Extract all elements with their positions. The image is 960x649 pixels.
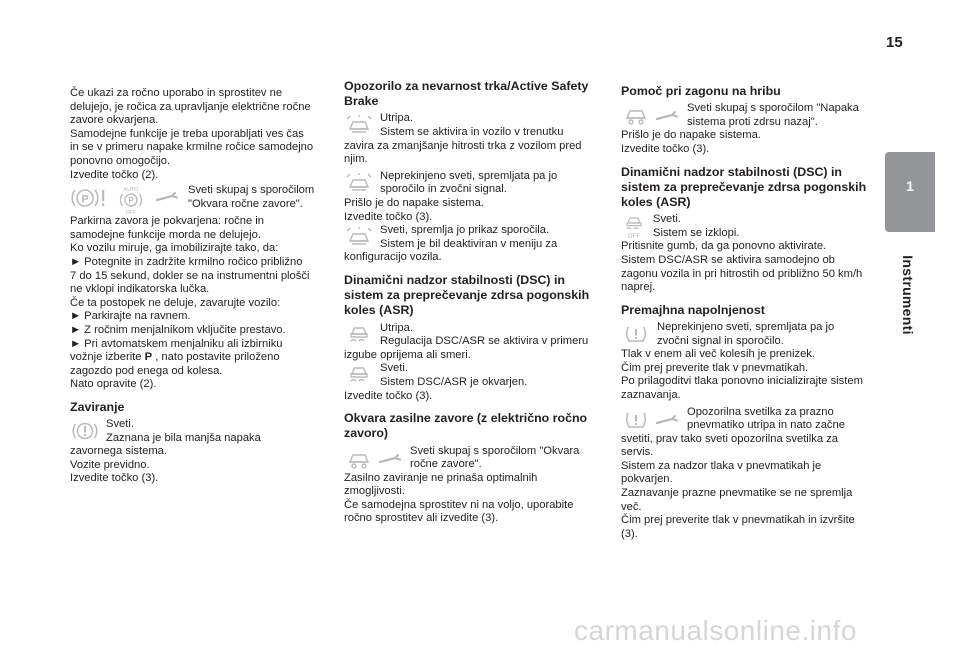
tpms-fault-row-text: Opozorilna svetilka za prazno pnevmatiko utripa in nato začne <box>687 405 845 432</box>
gear-p-label: P <box>144 351 153 364</box>
chapter-tab[interactable] <box>885 152 935 232</box>
dsc-text-4: izgube oprijema ali smeri. <box>344 348 471 361</box>
body-tail-text: , nato postavite priloženo zagozdo pod enega od kolesa. Nato opravite (2). <box>70 351 280 391</box>
emergency-brake-heading: Okvara zasilne zavore (z električno ročno zavoro) <box>344 411 588 441</box>
auto-label: AUTO <box>123 187 139 194</box>
dsc-off-text: Pritisnite gumb, da ga ponovno aktivirate. Sistem DSC/ASR se aktivira samodejno ob zagonu vozila in pri hitrostih od približno 50 km/h naprej. <box>621 240 863 294</box>
dsc-row-flashing <box>344 322 603 349</box>
auto-parking-brake-off-icon <box>116 185 146 215</box>
dsc-off-heading: Dinamični nadzor stabilnosti (DSC) in sistem za preprečevanje zdrsa pogonskih koles (ASR) <box>621 164 867 209</box>
tpms-fault-row <box>621 406 876 433</box>
parking-brake-fault-icon <box>70 185 110 211</box>
underinflation-row <box>621 321 876 348</box>
hill-start-heading: Pomoč pri zagonu na hribu <box>621 84 781 98</box>
dsc-off-row <box>621 213 876 240</box>
dsc-skid-fault-icon <box>344 363 374 387</box>
wrench-icon <box>152 185 182 211</box>
hill-start-fault-icons <box>621 103 681 129</box>
dsc-text-5: Izvedite točko (3). <box>344 389 433 402</box>
parking-brake-warning-text: Sveti skupaj s sporočilom "Okvara ročne zavore". <box>188 184 315 210</box>
parking-brake-warning-row <box>70 184 327 215</box>
collision-alert-off-icon <box>344 225 374 249</box>
dsc-off-icon <box>621 214 647 240</box>
off-label: OFF <box>125 210 137 216</box>
page-number: 15 <box>886 34 903 51</box>
dsc-row-fault <box>344 362 603 389</box>
emergency-brake-fault-icons <box>344 446 404 472</box>
dsc-off-row-text: Sveti. Sistem se izklopi. <box>653 213 740 239</box>
underinflation-row-text: Neprekinjeno sveti, spremljata pa jo zvočni signal in sporočilo. <box>657 320 835 347</box>
collision-alert-fault-icon <box>344 171 374 195</box>
emergency-brake-text: Zasilno zaviranje ne prinaša optimalnih zmogljivosti. Če samodejna sprostitev ni na voljo, uporabite ročno sprostitev ali izvedite (3). <box>344 471 574 525</box>
zaviranje-text: zavornega sistema. Vozite previdno. Izvedite točko (3). <box>70 445 168 485</box>
collision-row-deactivated-text: Sveti, spremlja jo prikaz sporočila. Sistem je bil deaktiviran v meniju za <box>380 224 558 250</box>
hill-start-row-text: Sveti skupaj s sporočilom "Napaka sistema proti zdrsu nazaj". <box>687 102 859 128</box>
tyre-pressure-fault-icons <box>621 407 681 433</box>
emergency-brake-row-text: Sveti skupaj s sporočilom "Okvara ročne zavore". <box>410 444 580 471</box>
dsc-off-label: OFF <box>627 233 641 241</box>
svg-text:P: P <box>81 193 89 206</box>
column-2 <box>344 79 603 526</box>
chapter-label-text: Instrumenti <box>900 255 916 335</box>
intro-paragraph: Če ukazi za ročno uporabo in sprostitev ne delujejo, je ročica za upravljanje električne ročne zavore okvarjena. Samodejne funkcije je treba uporabljati ves čas in se v primeru napake krmilne ročice samodejno ponovno omogočijo. Izvedite točko (2). <box>70 87 314 181</box>
collision-row-fault <box>344 170 603 197</box>
collision-text-1: zavira za zmanjšanje hitrosti trka z vozilom pred njim. <box>344 139 582 166</box>
collision-text-2: Prišlo je do napake sistema. Izvedite točko (3). <box>344 196 484 223</box>
dsc-row-flashing-text: Utripa. Regulacija DSC/ASR se aktivira v primeru <box>380 321 589 348</box>
underinflation-heading: Premajhna napolnjenost <box>621 302 765 317</box>
chapter-number: 1 <box>906 178 914 194</box>
collision-row-fault-text: Neprekinjeno sveti, spremljata pa jo sporočilo in zvočni signal. <box>380 169 558 196</box>
collision-alert-icon <box>344 113 374 137</box>
tyre-pressure-icon <box>621 322 651 346</box>
chapter-label <box>893 246 923 344</box>
parking-brake-body <box>70 215 327 392</box>
column-3 <box>621 84 876 541</box>
svg-text:P: P <box>128 196 134 206</box>
emergency-brake-row <box>344 445 603 472</box>
zaviranje-heading: Zaviranje <box>70 399 125 414</box>
collision-text-3: konfiguracijo vozila. <box>344 251 442 264</box>
body-text: Parkirna zavora je pokvarjena: ročne in samodejne funkcije morda ne delujejo. Ko vozilu miruje, ga imobilizirajte tako, da: ► Potegnite in zadržite krmilno ročico približno 7 do 15 sekund, dokler se na instrumentni plošči ne vklopi indikatorska lučka. Če ta postopek ne deluje, zavarujte vozilo: ► Parkirajte na ravnem. ► Z ročnim menjalnikom vključite prestavo. ► Pri avtomatskem menjalniku ali izbirniku vožnje izberite <box>70 215 310 364</box>
collision-alert-heading: Opozorilo za nevarnost trka/Active Safety Brake <box>344 79 589 109</box>
collision-row-flashing <box>344 112 603 139</box>
dsc-skid-icon <box>344 323 374 347</box>
hill-start-text: Prišlo je do napake sistema. Izvedite točko (3). <box>621 129 761 155</box>
watermark: carmanualsonline.info <box>574 615 857 646</box>
tpms-fault-text: svetiti, prav tako sveti opozorilna svetilka za servis. Sistem za nadzor tlaka v pnevmatikah je pokvarjen. Zaznavanje prazne pnevmatike se ne spremlja več. Čim prej preverite tlak v pnevmatikah in izvršite (3). <box>621 432 855 540</box>
zaviranje-row-text: Sveti. Zaznana je bila manjša napaka <box>106 418 261 444</box>
dsc-row-fault-text: Sveti. Sistem DSC/ASR je okvarjen. <box>380 362 528 388</box>
collision-row-deactivated <box>344 224 603 251</box>
zaviranje-row <box>70 418 327 445</box>
brake-warning-icon <box>70 419 100 443</box>
parking-brake-icons <box>70 184 182 215</box>
dsc-asr-heading: Dinamični nadzor stabilnosti (DSC) in sistem za preprečevanje zdrsa pogonskih koles (ASR) <box>344 272 590 318</box>
hill-start-row <box>621 102 876 129</box>
collision-row-flashing-text: Utripa. Sistem se aktivira in vozilo v trenutku <box>380 112 564 138</box>
column-1 <box>70 87 327 486</box>
underinflation-text: Tlak v enem ali več kolesih je prenizek. Čim prej preverite tlak v pnevmatikah. Po prilagoditvi tlaka ponovno inicializirajte sistem zaznavanja. <box>621 348 863 401</box>
